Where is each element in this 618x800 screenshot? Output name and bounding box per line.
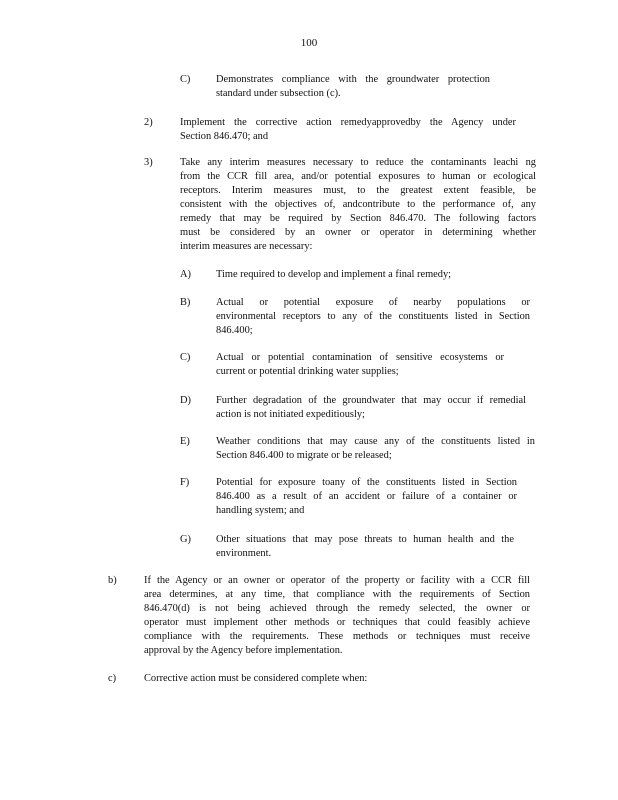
- list-item-text: [216, 435, 535, 463]
- list-item-label: b): [108, 575, 117, 586]
- text-line: area determines, at any time, that compliance with the requirements of Section: [144, 589, 530, 600]
- text-line: 846.400;: [216, 325, 253, 336]
- text-line: operator must implement other methods or techniques that could feasibly achieve: [144, 617, 530, 628]
- list-item-label: 3): [144, 157, 153, 168]
- page-number: 100: [300, 37, 318, 49]
- text-line: environmental receptors to any of the constituents listed in Section: [216, 311, 530, 322]
- text-line: handling system; and: [216, 505, 305, 516]
- text-line: Take any interim measures necessary to reduce the contaminants leachi ng: [180, 157, 536, 168]
- text-line: Corrective action must be considered complete when:: [144, 673, 368, 684]
- text-line: receptors. Interim measures must, to the greatest extent feasible, be: [180, 185, 536, 196]
- list-item-text: [216, 296, 530, 338]
- list-item-label: 2): [144, 117, 153, 128]
- text-line: Weather conditions that may cause any of the constituents listed in: [216, 436, 535, 447]
- list-item-text: [216, 476, 517, 518]
- list-item-text: [144, 574, 530, 658]
- list-item-label: E): [180, 436, 190, 447]
- list-item-text: [216, 351, 504, 379]
- list-item-label: D): [180, 395, 191, 406]
- text-line: approval by the Agency before implementation.: [144, 645, 343, 656]
- text-line: Actual or potential exposure of nearby populations or: [216, 297, 530, 308]
- list-item-text: [216, 73, 490, 101]
- text-line: Section 846.400 to migrate or be released;: [216, 450, 392, 461]
- text-line: Implement the corrective action remedyapprovedby the Agency under: [180, 117, 516, 128]
- list-item-text: [180, 156, 536, 254]
- list-item-text: [216, 533, 514, 561]
- list-item-label: C): [180, 74, 191, 85]
- list-item-text: [144, 672, 398, 686]
- list-item-text: [216, 268, 478, 282]
- list-item-text: [216, 394, 526, 422]
- text-line: Section 846.470; and: [180, 131, 269, 142]
- list-item-label: C): [180, 352, 191, 363]
- list-item-label: c): [108, 673, 117, 684]
- list-item-label: G): [180, 534, 191, 545]
- text-line: Actual or potential contamination of sensitive ecosystems or: [216, 352, 504, 363]
- text-line: 846.400 as a result of an accident or failure of a container or: [216, 491, 517, 502]
- text-line: Further degradation of the groundwater that may occur if remedial: [216, 395, 526, 406]
- text-line: standard under subsection (c).: [216, 88, 341, 99]
- text-line: from the CCR fill area, and/or potential exposures to human or ecological: [180, 171, 536, 182]
- text-line: If the Agency or an owner or operator of the property or facility with a CCR fill: [144, 575, 530, 586]
- text-line: environment.: [216, 548, 272, 559]
- text-line: Time required to develop and implement a final remedy;: [216, 269, 452, 280]
- list-item-label: F): [180, 477, 190, 488]
- text-line: action is not initiated expeditiously;: [216, 409, 365, 420]
- text-line: interim measures are necessary:: [180, 241, 313, 252]
- list-item-label: B): [180, 297, 191, 308]
- text-line: remedy that may be required by Section 846.470. The following factors: [180, 213, 536, 224]
- list-item-label: A): [180, 269, 191, 280]
- text-line: Demonstrates compliance with the groundwater protection: [216, 74, 490, 85]
- text-line: Other situations that may pose threats to human health and the: [216, 534, 514, 545]
- text-line: compliance with the requirements. These methods or techniques must receive: [144, 631, 530, 642]
- list-item-text: [180, 116, 516, 144]
- text-line: current or potential drinking water supplies;: [216, 366, 399, 377]
- text-line: consistent with the objectives of, andcontribute to the performance of, any: [180, 199, 536, 210]
- text-line: 846.470(d) is not being achieved through the remedy selected, the owner or: [144, 603, 530, 614]
- text-line: Potential for exposure toany of the constituents listed in Section: [216, 477, 517, 488]
- text-line: must be considered by an owner or operator in determining whether: [180, 227, 536, 238]
